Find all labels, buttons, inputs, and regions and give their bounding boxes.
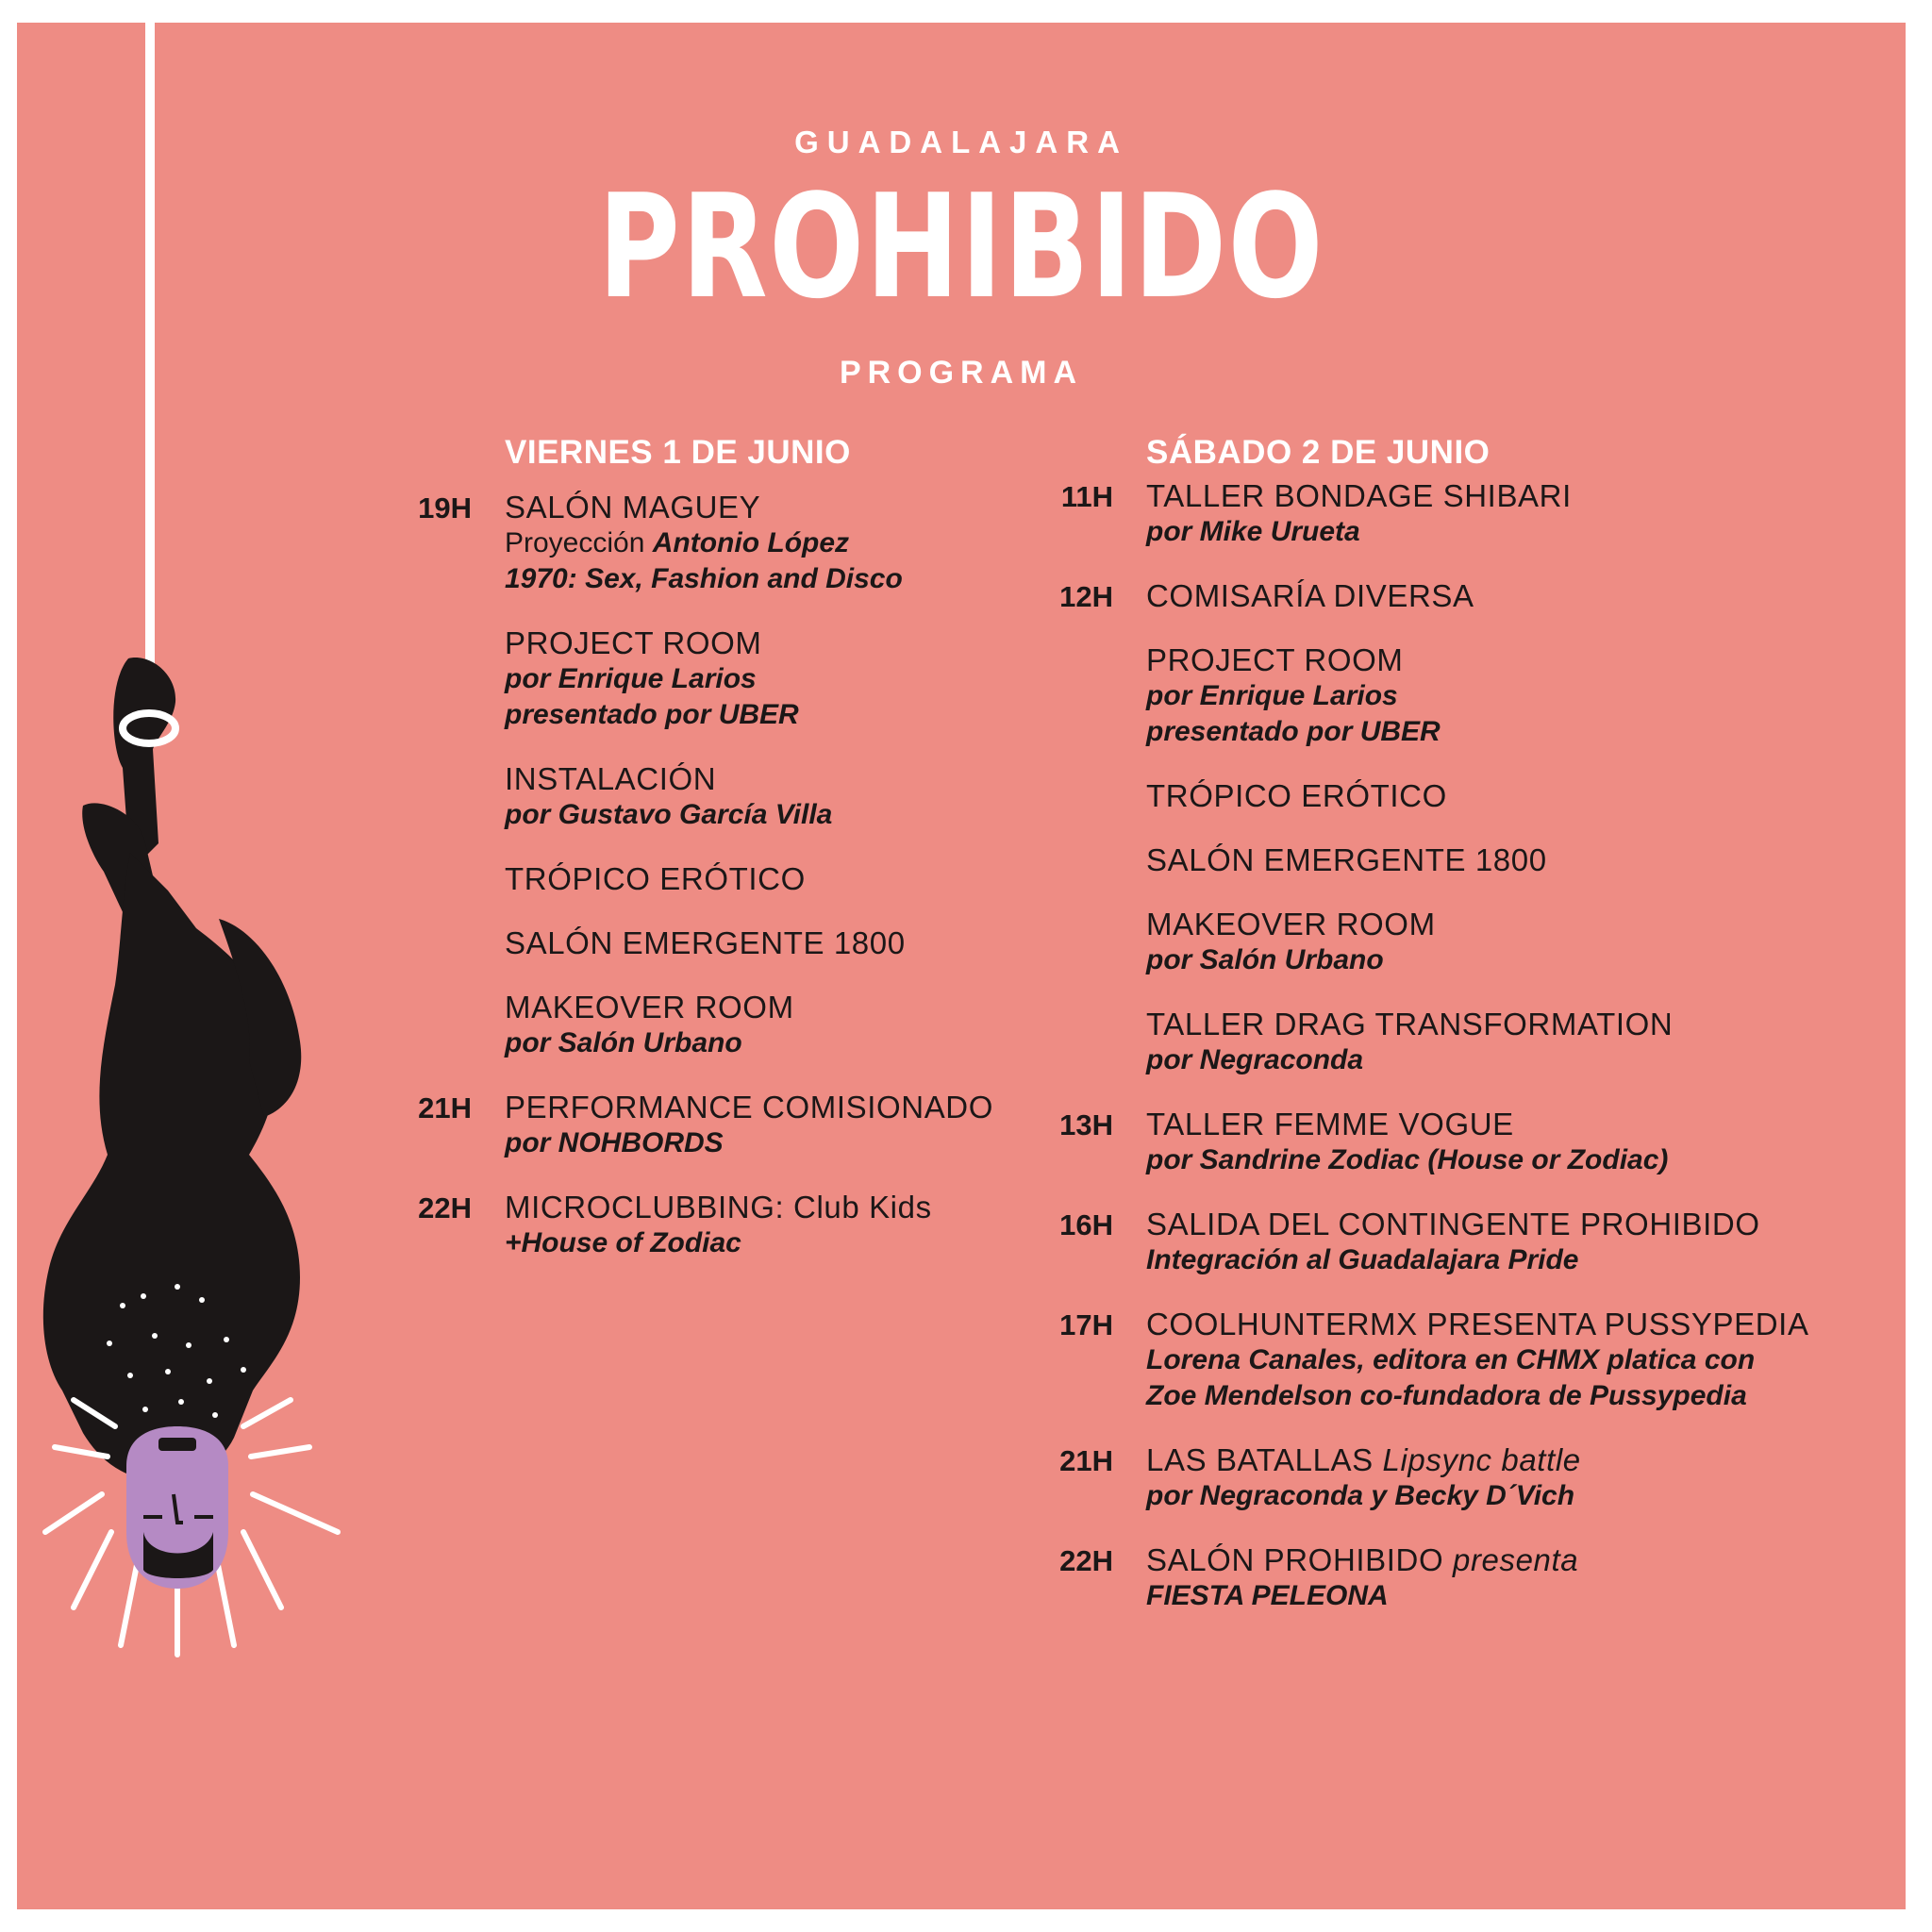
event-detail: presentado por UBER — [505, 699, 799, 730]
schedule-event — [418, 490, 993, 597]
event-title: TALLER DRAG TRANSFORMATION — [1146, 1007, 1674, 1041]
friday-schedule — [418, 490, 994, 1290]
schedule-event — [1146, 642, 1809, 750]
event-title-suffix: Lipsync battle — [1373, 1442, 1581, 1477]
event-time: 13H — [1059, 1108, 1113, 1141]
event-title: LAS BATALLAS Lipsync battle — [1146, 1442, 1581, 1477]
event-detail: por Enrique Larios — [1146, 680, 1398, 711]
event-title: SALÓN EMERGENTE 1800 — [1146, 842, 1547, 877]
event-title: PERFORMANCE COMISIONADO — [505, 1090, 994, 1124]
event-detail: +House of Zodiac — [505, 1227, 741, 1258]
event-detail: por Negraconda y Becky D´Vich — [1146, 1480, 1575, 1511]
day-heading-friday: VIERNES 1 DE JUNIO — [505, 434, 851, 471]
event-detail: por Mike Urueta — [1146, 516, 1360, 547]
schedule-event — [418, 1090, 994, 1161]
schedule-event — [505, 990, 993, 1061]
event-detail: presentado por UBER — [1146, 716, 1441, 747]
event-time: 21H — [418, 1091, 472, 1124]
event-detail: Lorena Canales, editora en CHMX platica con — [1146, 1344, 1756, 1375]
event-detail: por Salón Urbano — [1146, 944, 1384, 975]
event-title: MAKEOVER ROOM — [505, 990, 794, 1024]
schedule-event — [505, 925, 993, 961]
event-title-suffix: presenta — [1443, 1542, 1579, 1577]
schedule-event — [418, 1190, 993, 1261]
event-time: 17H — [1059, 1308, 1113, 1341]
event-detail: Proyección Antonio López — [505, 527, 850, 558]
event-time: 16H — [1059, 1208, 1113, 1241]
event-detail: por Salón Urbano — [505, 1027, 742, 1058]
event-detail: por Sandrine Zodiac (House or Zodiac) — [1146, 1144, 1669, 1175]
schedule-event — [1146, 907, 1809, 978]
event-title: COMISARÍA DIVERSA — [1146, 578, 1474, 613]
event-detail: 1970: Sex, Fashion and Disco — [505, 563, 903, 594]
event-detail: por Gustavo García Villa — [505, 799, 833, 830]
schedule-event — [1059, 1107, 1809, 1178]
event-title: SALÓN EMERGENTE 1800 — [505, 925, 906, 960]
event-detail: Zoe Mendelson co-fundadora de Pussypedia — [1146, 1380, 1747, 1411]
event-title: MAKEOVER ROOM — [1146, 907, 1436, 941]
city-label: GUADALAJARA — [794, 125, 1128, 159]
event-title: MICROCLUBBING: Club Kids — [505, 1190, 932, 1224]
event-title: PROJECT ROOM — [1146, 642, 1404, 677]
schedule-event — [1059, 1442, 1809, 1514]
day-heading-saturday: SÁBADO 2 DE JUNIO — [1146, 434, 1491, 471]
event-title: TALLER BONDAGE SHIBARI — [1146, 478, 1572, 513]
schedule-event — [1059, 1542, 1809, 1614]
event-time: 19H — [418, 491, 472, 525]
event-time: 12H — [1059, 580, 1113, 613]
event-detail: por Enrique Larios — [505, 663, 757, 694]
event-detail: por NOHBORDS — [505, 1127, 724, 1158]
event-title: SALÓN PROHIBIDO presenta — [1146, 1542, 1579, 1577]
poster — [17, 23, 1906, 1909]
poster-title: PROHIBIDO — [597, 163, 1325, 330]
schedule-event — [1146, 842, 1809, 878]
event-title: SALIDA DEL CONTINGENTE PROHIBIDO — [1146, 1207, 1760, 1241]
schedule-event — [1059, 578, 1809, 614]
event-title: TRÓPICO ERÓTICO — [505, 861, 806, 896]
schedule-event — [1059, 1207, 1809, 1278]
event-title: TALLER FEMME VOGUE — [1146, 1107, 1514, 1141]
event-detail: Integración al Guadalajara Pride — [1146, 1244, 1579, 1275]
event-detail: por Negraconda — [1146, 1044, 1364, 1075]
event-title: SALÓN MAGUEY — [505, 490, 761, 525]
event-time: 22H — [1059, 1544, 1113, 1577]
event-title: INSTALACIÓN — [505, 761, 717, 796]
schedule-event — [505, 761, 993, 833]
program-subtitle: PROGRAMA — [839, 355, 1084, 391]
event-title: TRÓPICO ERÓTICO — [1146, 778, 1447, 813]
event-detail: FIESTA PELEONA — [1146, 1580, 1389, 1611]
event-title: COOLHUNTERMX PRESENTA PUSSYPEDIA — [1146, 1307, 1809, 1341]
schedule-event — [1060, 478, 1809, 550]
event-time: 11H — [1060, 480, 1113, 513]
schedule-event — [1146, 778, 1809, 814]
schedule-event — [505, 861, 993, 897]
schedule-event — [1059, 1307, 1809, 1414]
schedule-event — [1146, 1007, 1809, 1078]
event-title: PROJECT ROOM — [505, 625, 762, 660]
event-time: 21H — [1059, 1444, 1113, 1477]
saturday-schedule — [1059, 478, 1809, 1642]
event-time: 22H — [418, 1191, 472, 1224]
schedule-event — [505, 625, 993, 733]
